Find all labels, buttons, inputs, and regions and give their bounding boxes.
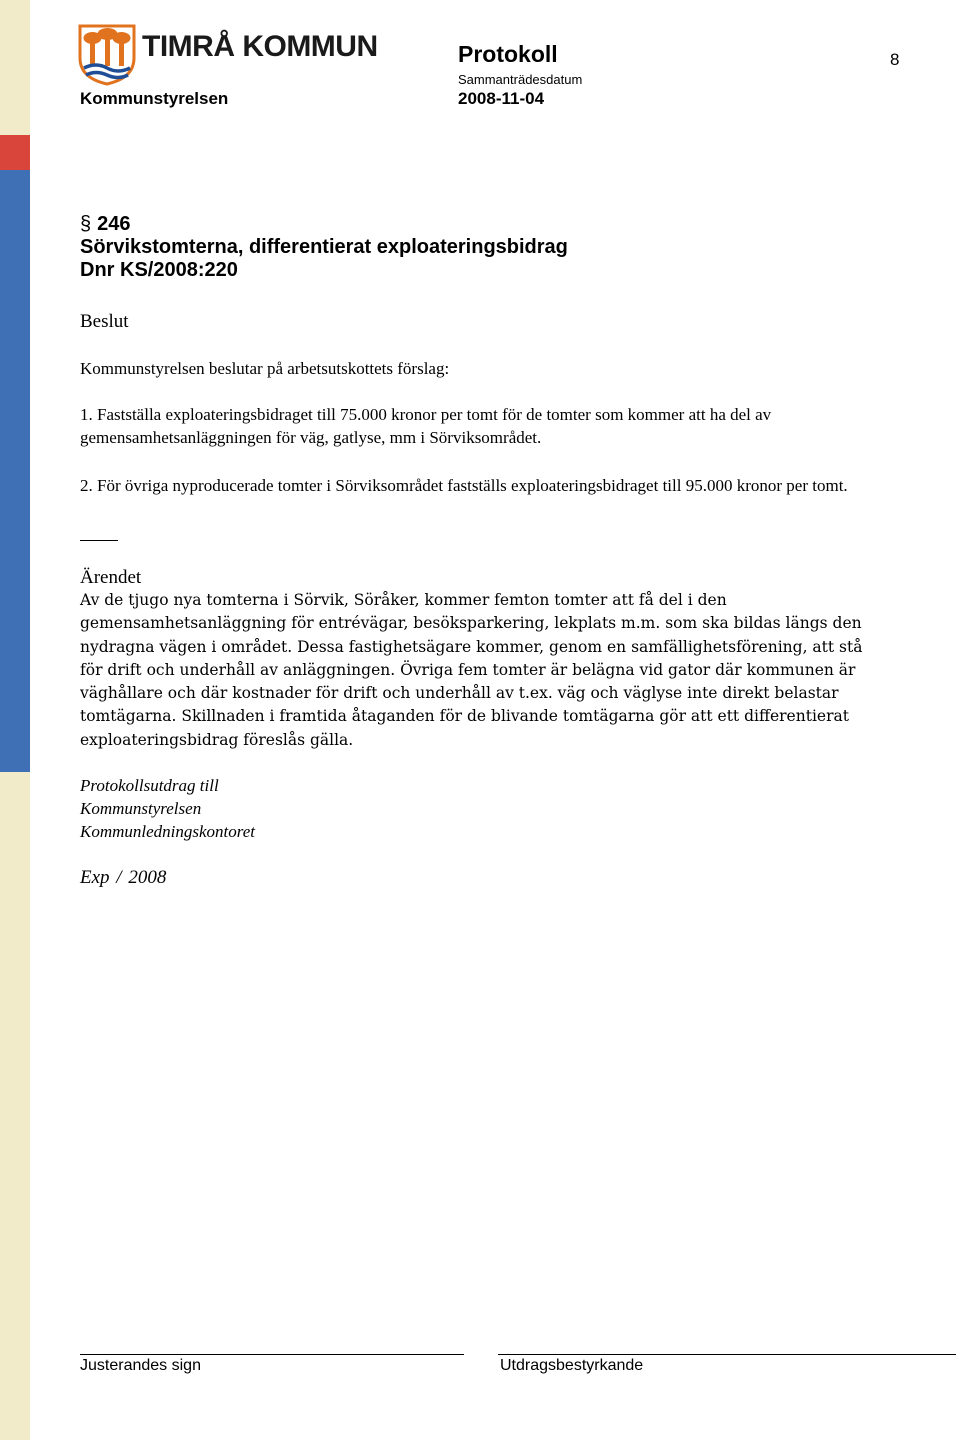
adjuster-signature-label: Justerandes sign	[80, 1357, 201, 1374]
meeting-date-label: Sammanträdesdatum	[458, 72, 583, 87]
brand-name: TIMRÅ KOMMUN	[142, 30, 378, 63]
document-type: Protokoll	[458, 41, 558, 67]
distribution-recipient: Kommunstyrelsen	[80, 799, 202, 818]
side-stripe-blue	[0, 170, 30, 772]
signature-line-right	[498, 1354, 956, 1355]
case-heading	[80, 213, 568, 282]
extract-certification-label: Utdragsbestyrkande	[500, 1357, 644, 1374]
side-stripe-red	[0, 135, 30, 170]
decision-item-2: 2. För övriga nyproducerade tomter i Sörviksområdet fastställs exploateringsbidraget till 95.000 kronor per tomt.	[80, 476, 848, 495]
distribution-recipient: Kommunledningskontoret	[80, 822, 256, 841]
organization-name: Kommunstyrelsen	[80, 89, 229, 108]
municipality-logo-icon	[78, 24, 136, 86]
case-dnr: Dnr KS/2008:220	[80, 259, 238, 281]
side-stripe-tan-lower	[0, 772, 30, 1440]
matter-text: Av de tjugo nya tomterna i Sörvik, Söråker, kommer femton tomter att få del i den gemensamhetsanläggning för entrévägar, besöksparkering, lekplats m.m. som ska bildas längs den nydragna vägen i området. Dessa fastighetsägare kommer, genom en samfällighetsförening, att stå för drift och underhåll av anläggningen. Övriga fem tomter är belägna vid gator där kommunen är väghållare och där kostnader för drift och underhåll av t.ex. väg och väglyse inte direkt belastar tomtägarna. Skillnaden i framtida åtaganden för de blivande tomtägarna gör att ett differentierat exploateringsbidrag föreslås gälla.	[80, 591, 863, 749]
case-title: Sörvikstomterna, differentierat exploateringsbidrag	[80, 236, 568, 258]
matter-heading: Ärendet	[80, 567, 142, 588]
signature-line-left	[80, 1354, 464, 1355]
decision-heading: Beslut	[80, 311, 129, 332]
decision-intro: Kommunstyrelsen beslutar på arbetsutskottets förslag:	[80, 359, 450, 378]
separator-dash	[80, 540, 118, 541]
side-stripe-tan	[0, 0, 30, 135]
section-sign: §	[80, 213, 92, 235]
expedition-mark: Exp / 2008	[80, 867, 167, 888]
decision-item-1: 1. Fastställa exploateringsbidraget till 75.000 kronor per tomt för de tomter som kommer att ha del av gemensamhetsanläggningen för väg, gatlyse, mm i Sörviksområdet.	[80, 405, 772, 447]
distribution-label: Protokollsutdrag till	[80, 776, 219, 795]
case-number: 246	[97, 213, 131, 235]
meeting-date: 2008-11-04	[458, 89, 545, 108]
page-number: 8	[890, 50, 900, 69]
